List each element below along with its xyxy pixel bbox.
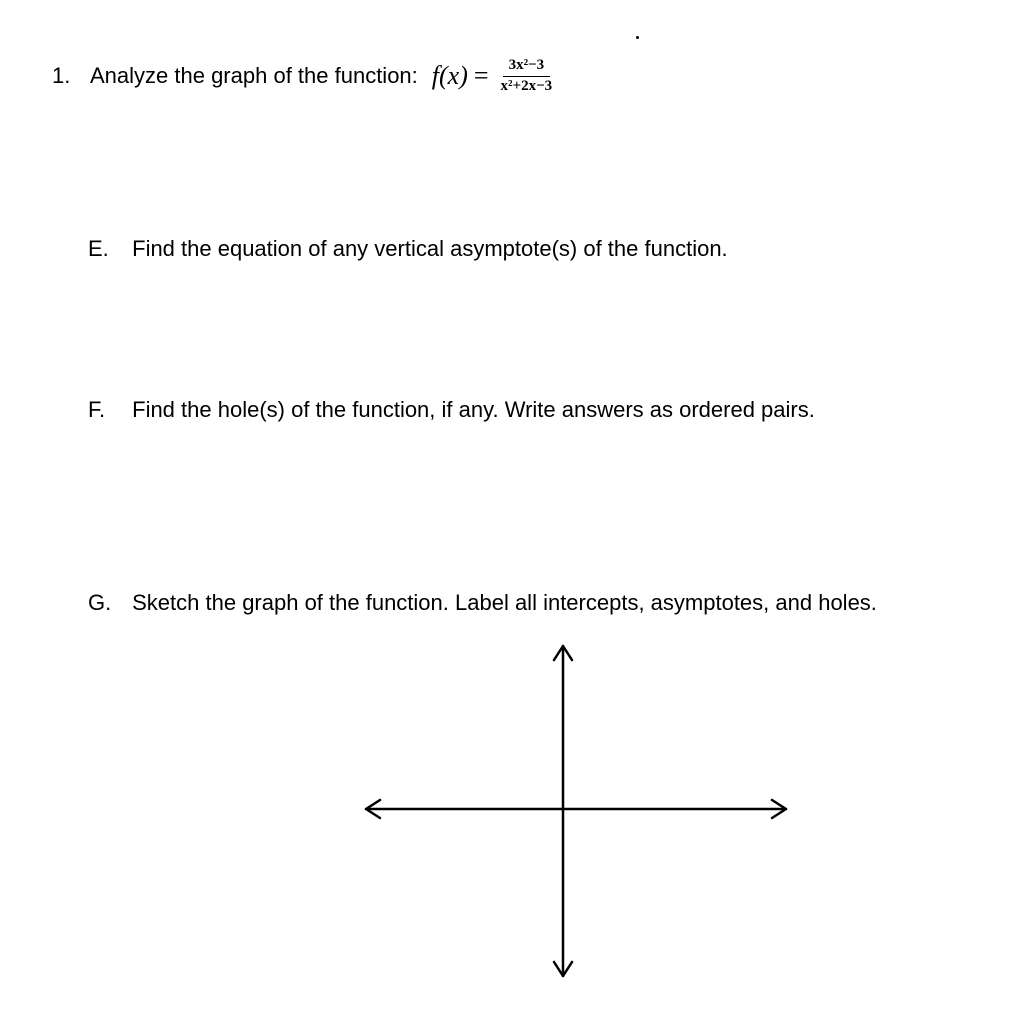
- question-text: Analyze the graph of the function:: [90, 63, 418, 89]
- fraction-numerator: 3x²−3: [503, 58, 551, 77]
- part-g-text: Sketch the graph of the function. Label all intercepts, asymptotes, and holes.: [132, 590, 877, 615]
- part-e-letter: E.: [88, 236, 109, 261]
- part-e-text: Find the equation of any vertical asymptote(s) of the function.: [132, 236, 728, 261]
- equals-sign: =: [473, 61, 489, 91]
- question-number: 1.: [52, 63, 71, 89]
- part-f-letter: F.: [88, 397, 106, 422]
- part-f-text: Find the hole(s) of the function, if any. Write answers as ordered pairs.: [132, 397, 815, 422]
- function-lhs: f(x): [431, 61, 468, 91]
- fraction-denominator: x²+2x−3: [500, 77, 553, 94]
- part-g-letter: G.: [88, 590, 112, 615]
